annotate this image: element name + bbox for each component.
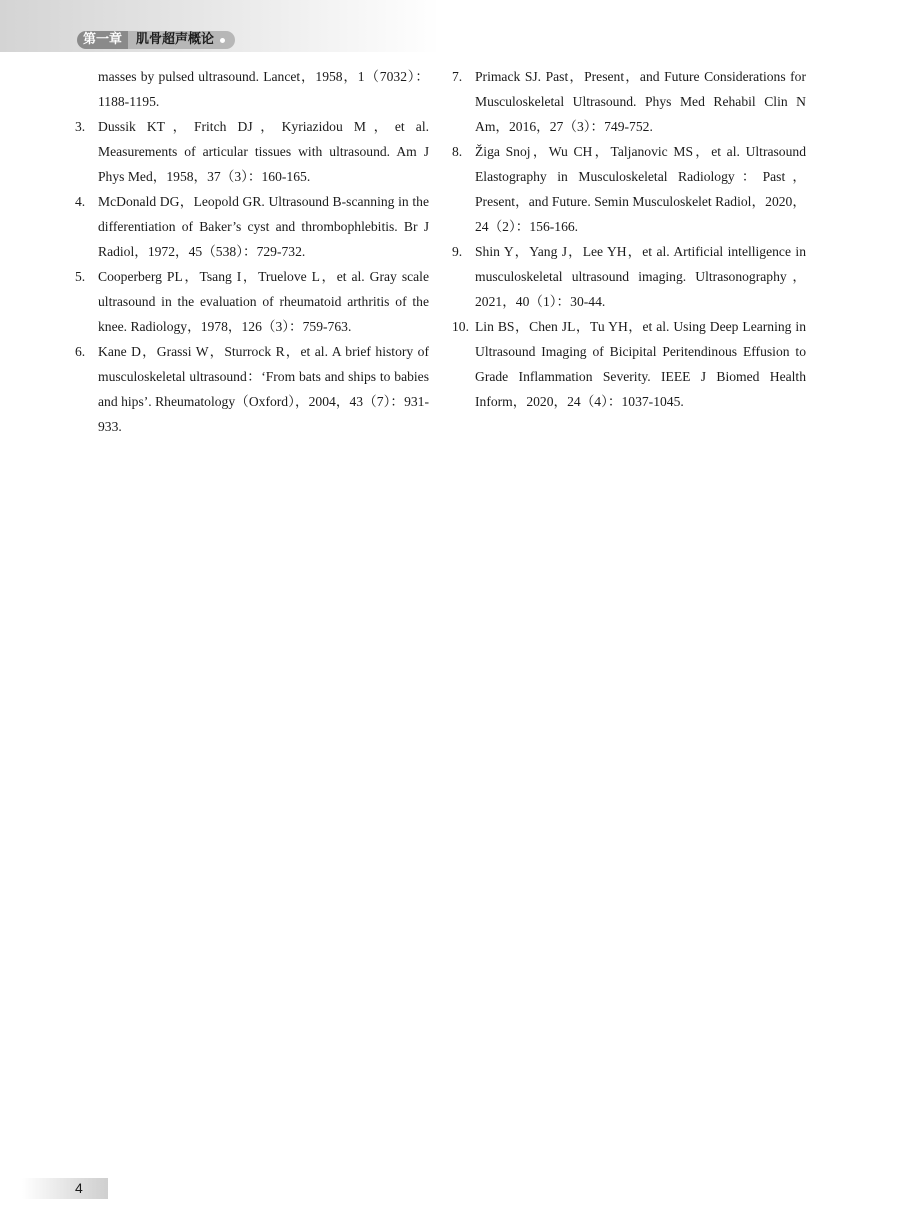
references-left-column [75, 64, 429, 439]
reference-number: 6. [75, 344, 86, 359]
reference-number: 10. [452, 319, 469, 334]
chapter-title-pill [128, 31, 235, 49]
reference-number: 8. [452, 144, 463, 159]
reference-text: Shin Y，Yang J，Lee YH，et al. Artificial intelligence in musculoskeletal ultrasound imaging. Ultrasonography，2021，40（1）：30-44. [475, 244, 806, 309]
reference-item [452, 239, 806, 314]
reference-text: Žiga Snoj，Wu CH，Taljanovic MS，et al. Ultrasound Elastography in Musculoskeletal Radiology：Past，Present，and Future. Semin Musculoskelet Radiol，2020，24（2）：156-166. [475, 144, 806, 234]
reference-item [75, 264, 429, 339]
references-right-column [452, 64, 806, 414]
reference-item [75, 339, 429, 439]
reference-text: Dussik KT，Fritch DJ，Kyriazidou M，et al. Measurements of articular tissues with ultrasound. Am J Phys Med，1958，37（3）：160-165. [98, 119, 429, 184]
chapter-number: 第一章 [77, 31, 128, 49]
reference-number: 3. [75, 119, 86, 134]
reference-text: Lin BS，Chen JL，Tu YH，et al. Using Deep Learning in Ultrasound Imaging of Bicipital Peritendinous Effusion to Grade Inflammation Severity. IEEE J Biomed Health Inform，2020，24（4）：1037-1045. [475, 319, 806, 409]
reference-number: 9. [452, 244, 463, 259]
page-number: 4 [75, 1180, 83, 1196]
reference-number: 7. [452, 69, 463, 84]
reference-item [452, 64, 806, 139]
reference-text: Kane D，Grassi W，Sturrock R，et al. A brief history of musculoskeletal ultrasound：‘From bats and ships to babies and hips’. Rheumatology（Oxford），2004，43（7）：931-933. [98, 344, 429, 434]
reference-text: Cooperberg PL，Tsang I，Truelove L，et al. Gray scale ultrasound in the evaluation of rheumatoid arthritis of the knee. Radiology，1978，126（3）：759-763. [98, 269, 429, 334]
reference-number: 4. [75, 194, 86, 209]
bullet-dot-icon [220, 38, 225, 43]
reference-item [75, 189, 429, 264]
reference-text: masses by pulsed ultrasound. Lancet，1958，1（7032）：1188-1195. [98, 69, 429, 109]
reference-item [452, 314, 806, 414]
chapter-title: 肌骨超声概论 [136, 32, 215, 47]
chapter-tab [77, 31, 235, 49]
page-number-band [22, 1178, 108, 1199]
reference-item [452, 139, 806, 239]
reference-item [75, 64, 429, 114]
reference-item [75, 114, 429, 189]
reference-text: McDonald DG，Leopold GR. Ultrasound B-scanning in the differentiation of Baker’s cyst and thrombophlebitis. Br J Radiol，1972，45（538）：729-732. [98, 194, 429, 259]
reference-text: Primack SJ. Past，Present，and Future Considerations for Musculoskeletal Ultrasound. Phys Med Rehabil Clin N Am，2016，27（3）：749-752. [475, 69, 806, 134]
reference-number: 5. [75, 269, 86, 284]
